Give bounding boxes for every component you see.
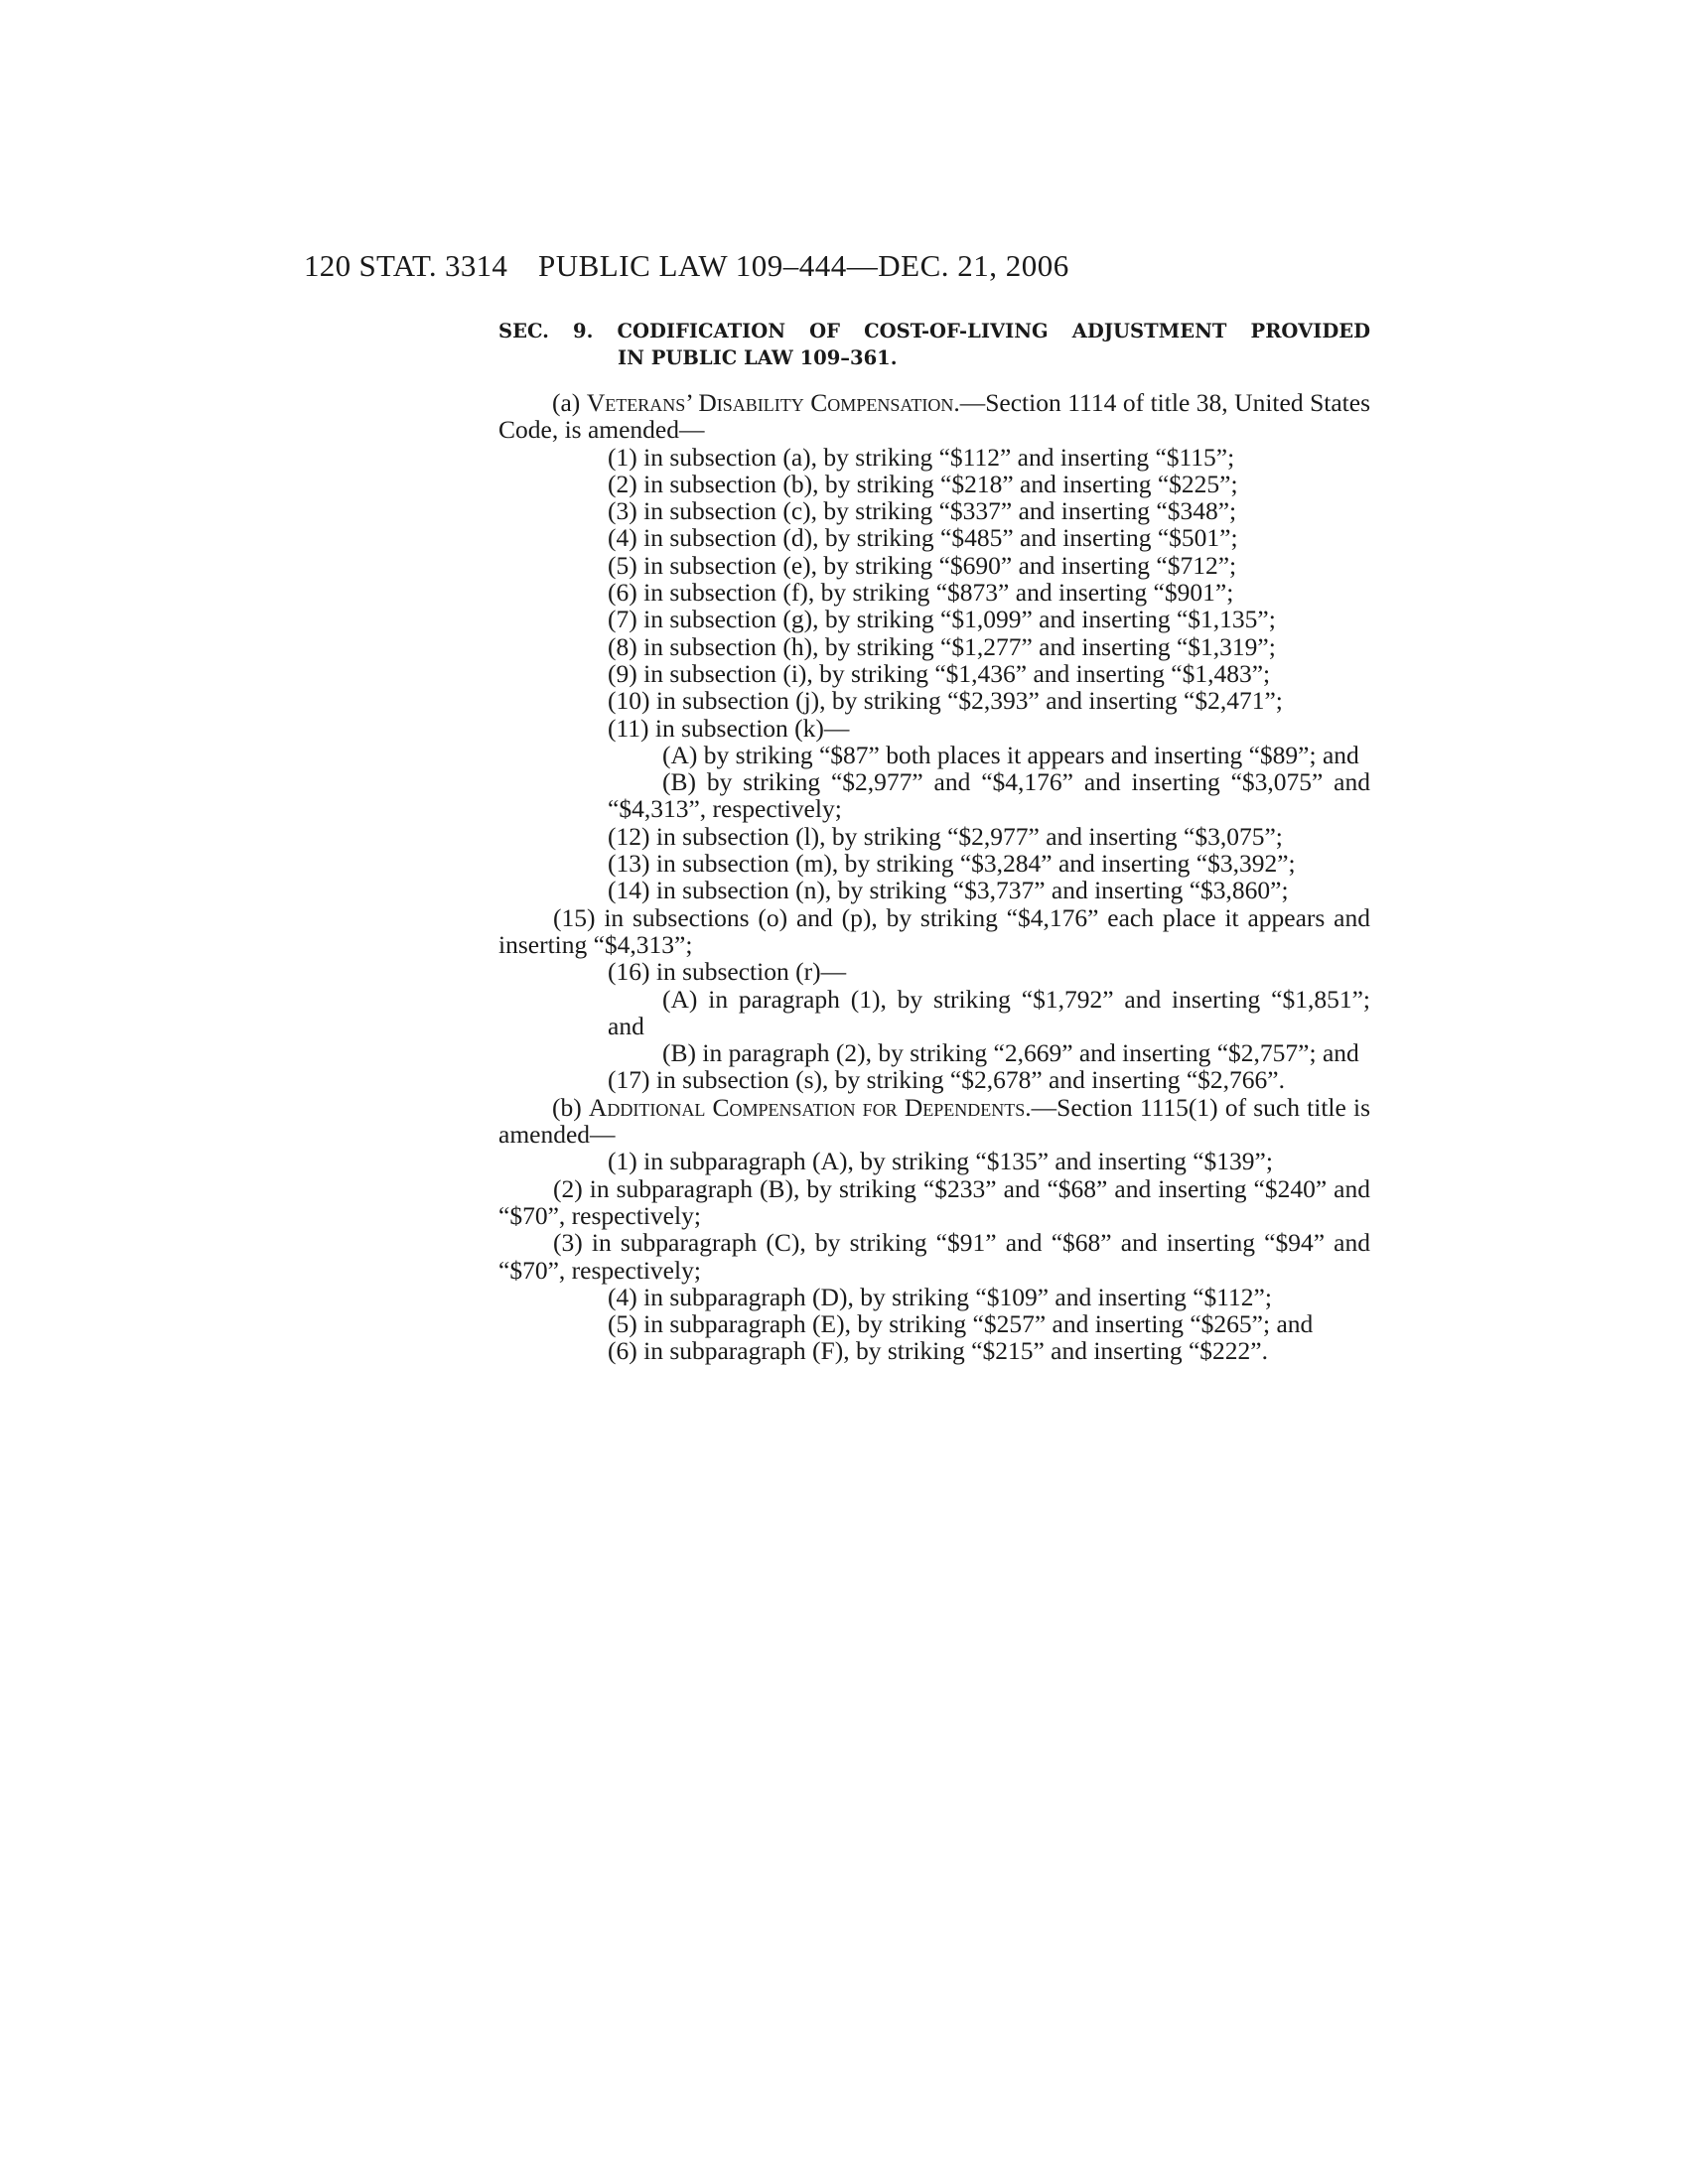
list-item: (13) in subsection (m), by striking “$3,284” and inserting “$3,392”; <box>608 849 1296 879</box>
list-item: (5) in subsection (e), by striking “$690” and inserting “$712”; <box>608 550 1237 580</box>
list-item: (2) in subsection (b), by striking “$218” and inserting “$225”; <box>608 469 1238 498</box>
list-item: (1) in subsection (a), by striking “$112” and inserting “$115”; <box>608 442 1235 472</box>
list-item: (12) in subsection (l), by striking “$2,977” and inserting “$3,075”; <box>608 821 1283 851</box>
list-item: (16) in subsection (r)— <box>608 957 847 987</box>
section-heading-continued: IN PUBLIC LAW 109–361. <box>618 346 898 369</box>
document-body <box>498 318 1370 1365</box>
section-heading: SEC. 9. CODIFICATION OF COST-OF-LIVING ADJUSTMENT PROVIDED <box>498 320 1370 342</box>
running-head <box>304 248 1370 288</box>
list-item: (10) in subsection (j), by striking “$2,393” and inserting “$2,471”; <box>608 686 1283 716</box>
list-item: (3) in subsection (c), by striking “$337” and inserting “$348”; <box>608 496 1237 526</box>
list-item: (8) in subsection (h), by striking “$1,277” and inserting “$1,319”; <box>608 631 1276 661</box>
list-item: (7) in subsection (g), by striking “$1,099” and inserting “$1,135”; <box>608 605 1276 634</box>
subsection-a-intro-text: .—Section 1114 of title 38, United States Code, is amended— <box>498 388 1371 445</box>
subsection-a-label: (a) <box>552 388 581 417</box>
subsection-b-intro-text: .—Section 1115(1) of such title is amended— <box>498 1092 1371 1150</box>
list-item: (17) in subsection (s), by striking “$2,678” and inserting “$2,766”. <box>608 1065 1286 1095</box>
list-item: (5) in subparagraph (E), by striking “$257” and inserting “$265”; and <box>608 1309 1314 1339</box>
list-item: (6) in subparagraph (F), by striking “$215” and inserting “$222”. <box>608 1336 1268 1366</box>
sub-list-item: (A) in paragraph (1), by striking “$1,792” and inserting “$1,851”; and <box>608 984 1370 1040</box>
sub-list-item: (B) in paragraph (2), by striking “2,669” and inserting “$2,757”; and <box>662 1038 1359 1068</box>
subsection-a-heading: Veterans’ Disability Compensation <box>586 388 954 417</box>
subsection-b-heading: Additional Compensation for Dependents <box>588 1092 1026 1122</box>
sub-list-item: (B) by striking “$2,977” and “$4,176” and inserting “$3,075” and “$4,313”, respectively; <box>608 767 1370 824</box>
subsection-a-intro <box>498 389 1370 444</box>
page-number: 120 STAT. 3314 <box>304 248 508 283</box>
list-item: (11) in subsection (k)— <box>608 713 850 743</box>
subsection-b-intro <box>498 1094 1370 1149</box>
list-item: (4) in subsection (d), by striking “$485” and inserting “$501”; <box>608 523 1238 553</box>
sub-list-item: (A) by striking “$87” both places it appears and inserting “$89”; and <box>662 740 1359 769</box>
running-title: PUBLIC LAW 109–444—DEC. 21, 2006 <box>538 248 1069 283</box>
list-item: (9) in subsection (i), by striking “$1,436” and inserting “$1,483”; <box>608 658 1271 688</box>
list-item: (1) in subparagraph (A), by striking “$135” and inserting “$139”; <box>608 1147 1273 1176</box>
list-item: (2) in subparagraph (B), by striking “$233” and “$68” and inserting “$240” and “$70”, respectively; <box>498 1173 1370 1230</box>
list-item: (14) in subsection (n), by striking “$3,737” and inserting “$3,860”; <box>608 876 1289 905</box>
list-item: (15) in subsections (o) and (p), by striking “$4,176” each place it appears and inserting “$4,313”; <box>498 902 1370 959</box>
list-item: (6) in subsection (f), by striking “$873” and inserting “$901”; <box>608 578 1234 608</box>
list-item: (3) in subparagraph (C), by striking “$91” and “$68” and inserting “$94” and “$70”, respectively; <box>498 1228 1370 1285</box>
list-item: (4) in subparagraph (D), by striking “$109” and inserting “$112”; <box>608 1282 1272 1311</box>
subsection-b-label: (b) <box>552 1092 582 1122</box>
